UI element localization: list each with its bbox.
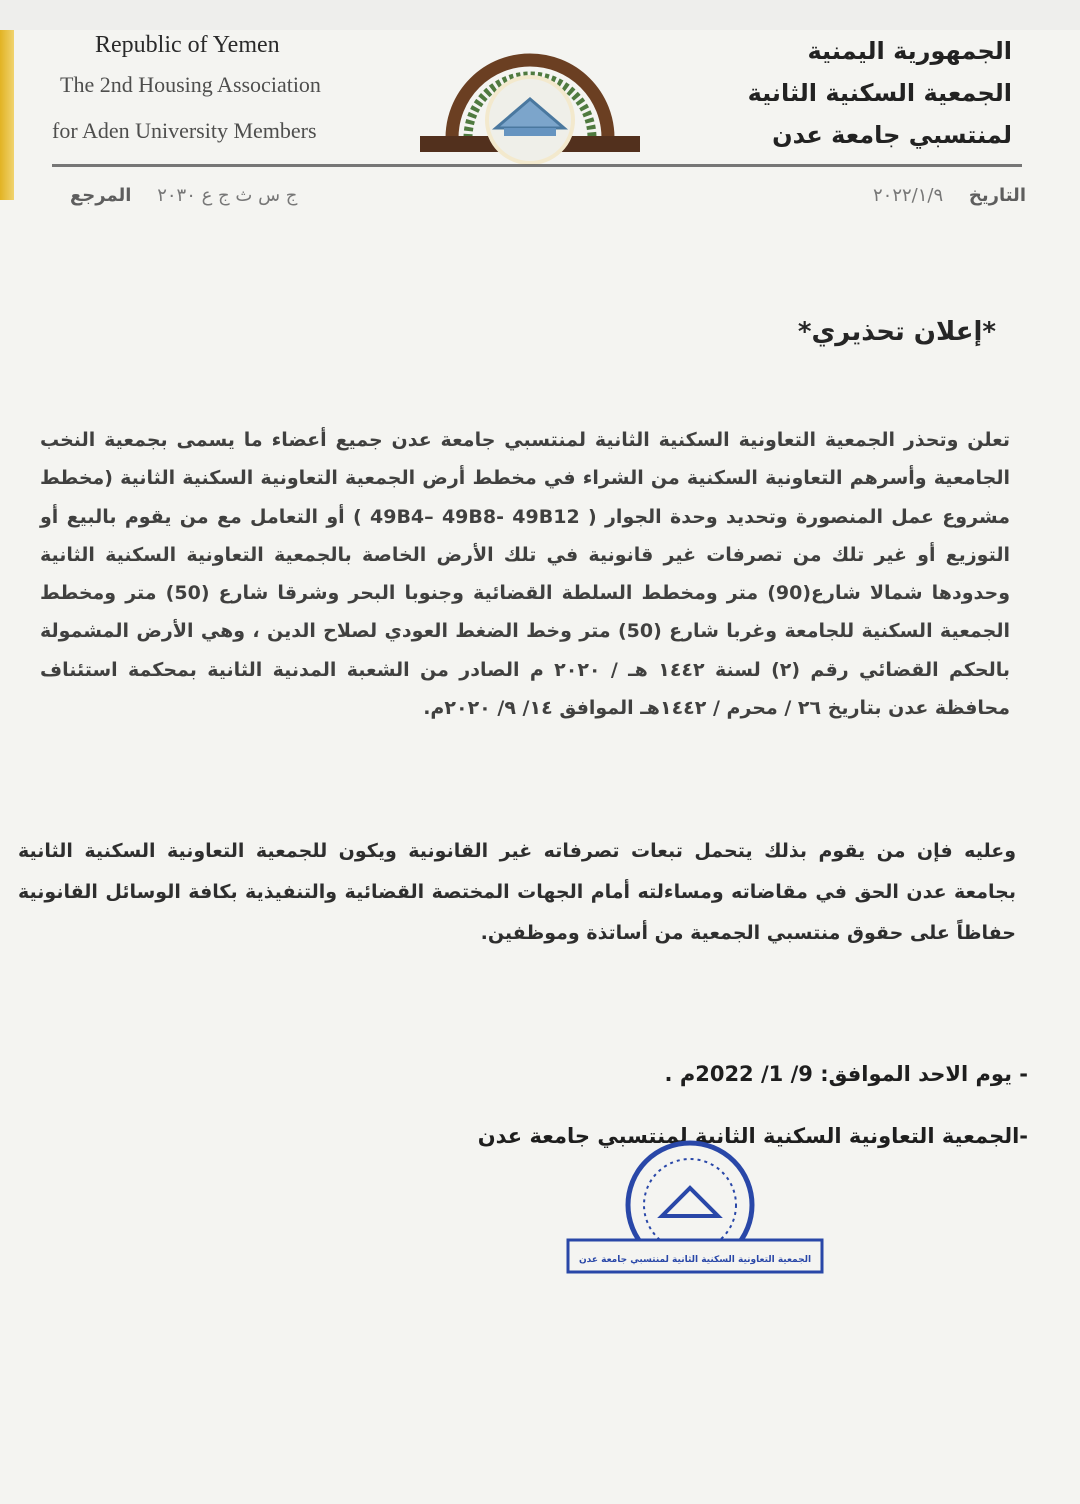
notice-paragraph-1: تعلن وتحذر الجمعية التعاونية السكنية الثانية لمنتسبي جامعة عدن جميع أعضاء ما يسمى بجمعية النخب الجامعية وأسرهم التعاونية السكنية من الشراء في مخطط أرض الجمعية التعاونية السكنية الثانية (مخطط مشروع عمل المنصورة وتحديد وحدة الجوار ( 49B4– 49B8- 49B12 ) أو التعامل مع من يقوم بالبيع أو التوزيع أو غير تلك من تصرفات غير قانونية في تلك الأرض الخاصة بالجمعية التعاونية السكنية الثانية وحدودها شمالا شارع(90) متر ومخطط السلطة القضائية وجنوبا البحر وشرقا شارع (50) متر ومخطط الجمعية السكنية للجامعة وغربا شارع (50) متر وخط الضغط العودي لصلاح الدين ، وهي الأرض المشمولة بالحكم القضائي رقم (٢) لسنة ١٤٤٢ هـ / ٢٠٢٠ م الصادر من الشعبة المدنية الثانية بمحكمة استئناف محافظة عدن بتاريخ ٢٦ / محرم / ١٤٤٢هـ الموافق ١٤/ ٩/ ٢٠٢٠م. [40, 429, 1011, 720]
notice-title: *إعلان تحذيري* [797, 317, 996, 348]
top-screenshot-strip [0, 0, 1080, 30]
arabic-association: الجمعية السكنية الثانية [747, 79, 1012, 107]
stamp-text: الجمعية التعاونية السكنية الثانية لمنتسبي جامعة عدن [578, 1255, 812, 1265]
logo-building-base [504, 128, 556, 136]
stamp-inner-circle [644, 1159, 736, 1251]
letter-date-value: ٢٠٢٢/١/٩ [872, 185, 944, 206]
yellow-page-edge [0, 30, 14, 200]
arabic-country: الجمهورية اليمنية [807, 37, 1012, 65]
reference-label: المرجع [70, 185, 132, 206]
letter-date-label: التاريخ [968, 185, 1026, 206]
english-country: Republic of Yemen [95, 32, 280, 58]
arabic-letterhead [682, 30, 1012, 156]
arabic-university: لمنتسبي جامعة عدن [772, 121, 1012, 149]
reference-field [70, 185, 317, 206]
letterhead-divider [52, 164, 1022, 167]
closing-date: - يوم الاحد الموافق: 9/ 1/ 2022م . [664, 1062, 1028, 1086]
closing-organization: -الجمعية التعاونية السكنية الثانية لمنتسبي جامعة عدن [477, 1124, 1028, 1148]
english-university: for Aden University Members [52, 118, 317, 143]
association-logo [420, 42, 640, 167]
reference-value: ج س ث ج ع ٢٠٣٠ [157, 185, 298, 206]
warning-notice-document [0, 30, 1080, 1504]
official-stamp [560, 1140, 830, 1280]
letter-date-field [853, 185, 1026, 206]
notice-paragraph-2: وعليه فإن من يقوم بذلك يتحمل تبعات تصرفاته غير القانونية ويكون للجمعية التعاونية السكنية الثانية بجامعة عدن الحق في مقاضاته ومساءلته أمام الجهات المختصة القضائية والتنفيذية بكافة الوسائل القانونية حفاظاً على حقوق منتسبي الجمعية من أساتذة وموظفين. [18, 840, 1016, 944]
stamp-building-icon [662, 1188, 718, 1216]
english-association: The 2nd Housing Association [60, 72, 321, 97]
